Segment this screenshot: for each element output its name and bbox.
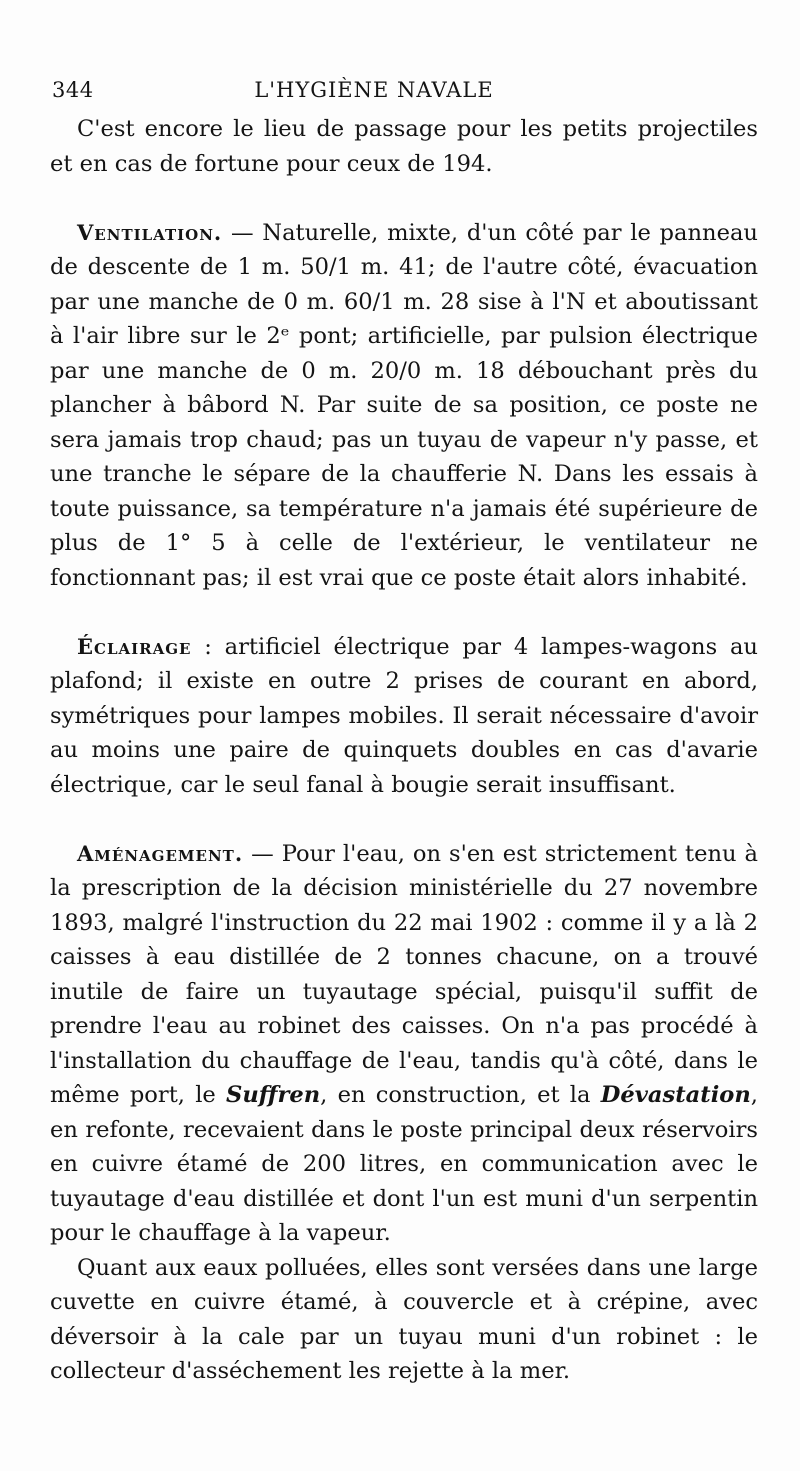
paragraph-eclairage <box>50 630 758 803</box>
paragraph-text: — Naturelle, mixte, d'un côté par le panneau de descente de 1 m. 50/1 m. 41; de l'autre côté, évacuation par une manche de 0 m. 60/1 m. 28 sise à l'N et aboutissant à l'air libre sur le 2ᵉ pont; artificielle, par pulsion électrique par une manche de 0 m. 20/0 m. 18 débouchant près du plancher à bâbord N. Par suite de sa position, ce poste ne sera jamais trop chaud; pas un tuyau de vapeur n'y passe, et une tranche le sépare de la chaufferie N. Dans les essais à toute puissance, sa température n'a jamais été supérieure de plus de 1° 5 à celle de l'extérieur, le ventilateur ne fonctionnant pas; il est vrai que ce poste était alors inhabité. <box>50 219 758 591</box>
paragraph-text: — Pour l'eau, on s'en est strictement tenu à la prescription de la décision ministérielle du 27 novembre 1893, malgré l'instruction du 22 mai 1902 : comme il y a là 2 caisses à eau distillée de 2 tonnes chacune, on a trouvé inutile de faire un tuyautage spécial, puisqu'il suffit de prendre l'eau au robinet des caisses. On n'a pas procédé à l'installation du chauffage de l'eau, tandis qu'à côté, dans le même port, le <box>50 840 758 1108</box>
paragraph-text: , en refonte, recevaient dans le poste principal deux réservoirs en cuivre étamé de 200 litres, en communication avec le tuyautage d'eau distillée et dont l'un est muni d'un serpentin pour le chauffage à la vapeur. <box>50 1082 758 1246</box>
body-text <box>50 112 758 1389</box>
ship-name-devastation: Dévastation <box>600 1082 751 1108</box>
section-heading-amenagement: Aménagement. <box>77 840 244 866</box>
paragraph-amenagement <box>50 837 758 1251</box>
running-title: L'HYGIÈNE NAVALE <box>254 78 494 102</box>
paragraph-text: : artificiel électrique par 4 lampes-wagons au plafond; il existe en outre 2 prises de courant en abord, symétriques pour lampes mobiles. Il serait nécessaire d'avoir au moins une paire de quinquets doubles en cas d'avarie électrique, car le seul fanal à bougie serait insuffisant. <box>50 633 758 798</box>
paragraph-eaux-polluees <box>50 1251 758 1389</box>
paragraph-ventilation <box>50 216 758 596</box>
ship-name-suffren: Suffren <box>226 1082 321 1108</box>
paragraph-projectiles <box>50 112 758 181</box>
section-heading-ventilation: Ventilation. <box>77 219 223 245</box>
paragraph-text: Quant aux eaux polluées, elles sont versées dans une large cuvette en cuivre étamé, à couvercle et à crépine, avec déversoir à la cale par un tuyau muni d'un robinet : le collecteur d'asséchement les rejette à la mer. <box>50 1254 758 1384</box>
page-number: 344 <box>52 78 94 102</box>
paragraph-text: C'est encore le lieu de passage pour les petits projectiles et en cas de fortune pour ceux de 194. <box>50 116 758 177</box>
running-head <box>52 78 756 108</box>
paragraph-text: , en construction, et la <box>320 1082 601 1108</box>
section-heading-eclairage: Éclairage <box>77 633 192 659</box>
